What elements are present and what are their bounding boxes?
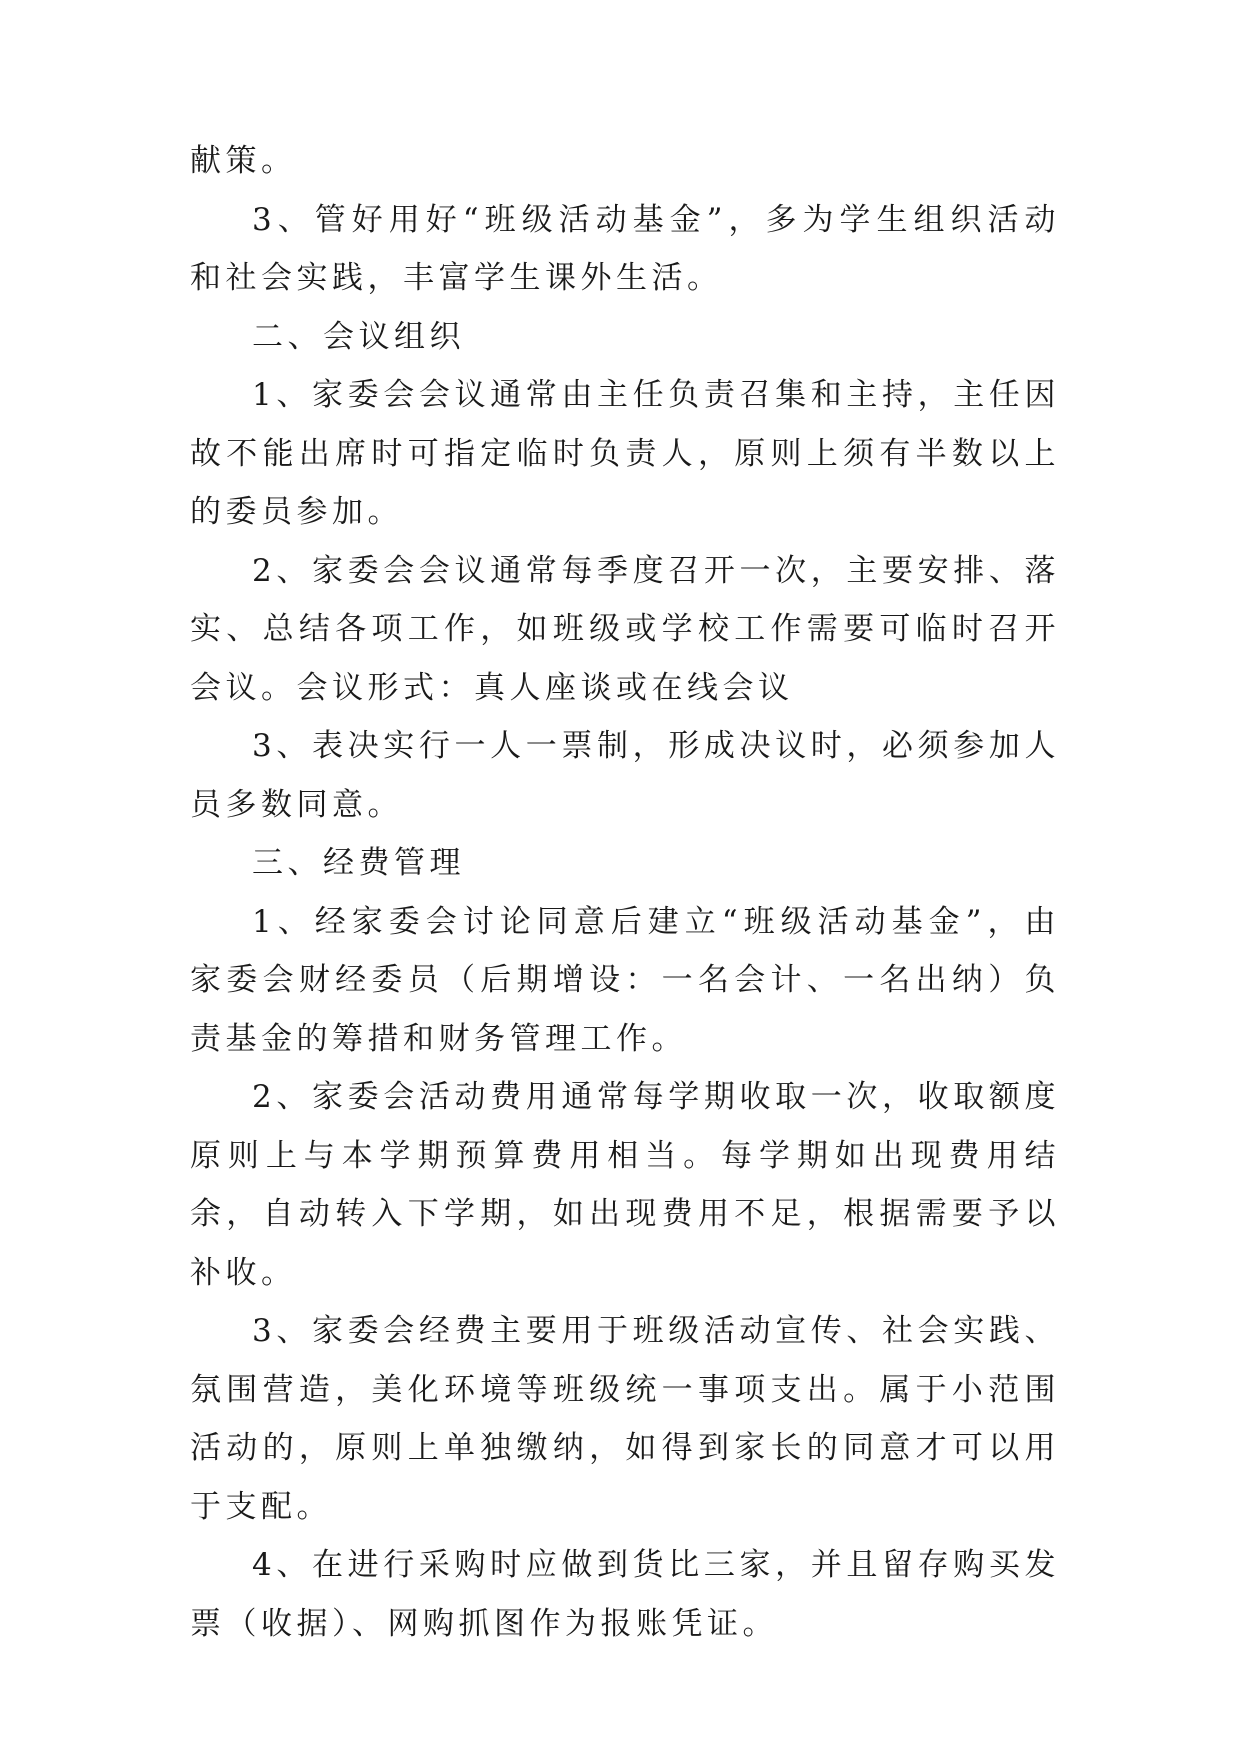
paragraph-voting: 3、表决实行一人一票制，形成决议时，必须参加人员多数同意。: [190, 728, 1060, 823]
paragraph-meeting-frequency: 2、家委会会议通常每季度召开一次，主要安排、落实、总结各项工作，如班级或学校工作需要可临时召开会议。会议形式：真人座谈或在线会议: [190, 552, 1060, 706]
continuation-paragraph: 献策。: [190, 143, 297, 179]
paragraph-fund-management: 3、管好用好“班级活动基金”，多为学生组织活动和社会实践，丰富学生课外生活。: [190, 201, 1060, 296]
paragraph-fee-collection: 2、家委会活动费用通常每学期收取一次，收取额度原则上与本学期预算费用相当。每学期如出现费用结余，自动转入下学期，如出现费用不足，根据需要予以补收。: [190, 1079, 1060, 1291]
paragraph-meeting-convening: 1、家委会会议通常由主任负责召集和主持，主任因故不能出席时可指定临时负责人，原则上须有半数以上的委员参加。: [190, 377, 1060, 530]
paragraph-fund-establishment: 1、经家委会讨论同意后建立“班级活动基金”，由家委会财经委员（后期增设：一名会计、一名出纳）负责基金的筹措和财务管理工作。: [190, 903, 1060, 1057]
section-heading-meeting-organization: 二、会议组织: [252, 318, 465, 355]
section-heading-fund-management: 三、经费管理: [252, 845, 465, 881]
document-page: [190, 132, 1060, 1653]
paragraph-fund-usage: 3、家委会经费主要用于班级活动宣传、社会实践、氛围营造，美化环境等班级统一事项支出。属于小范围活动的，原则上单独缴纳，如得到家长的同意才可以用于支配。: [190, 1313, 1060, 1525]
paragraph-procurement: 4、在进行采购时应做到货比三家，并且留存购买发票（收据）、网购抓图作为报账凭证。: [190, 1547, 1060, 1642]
